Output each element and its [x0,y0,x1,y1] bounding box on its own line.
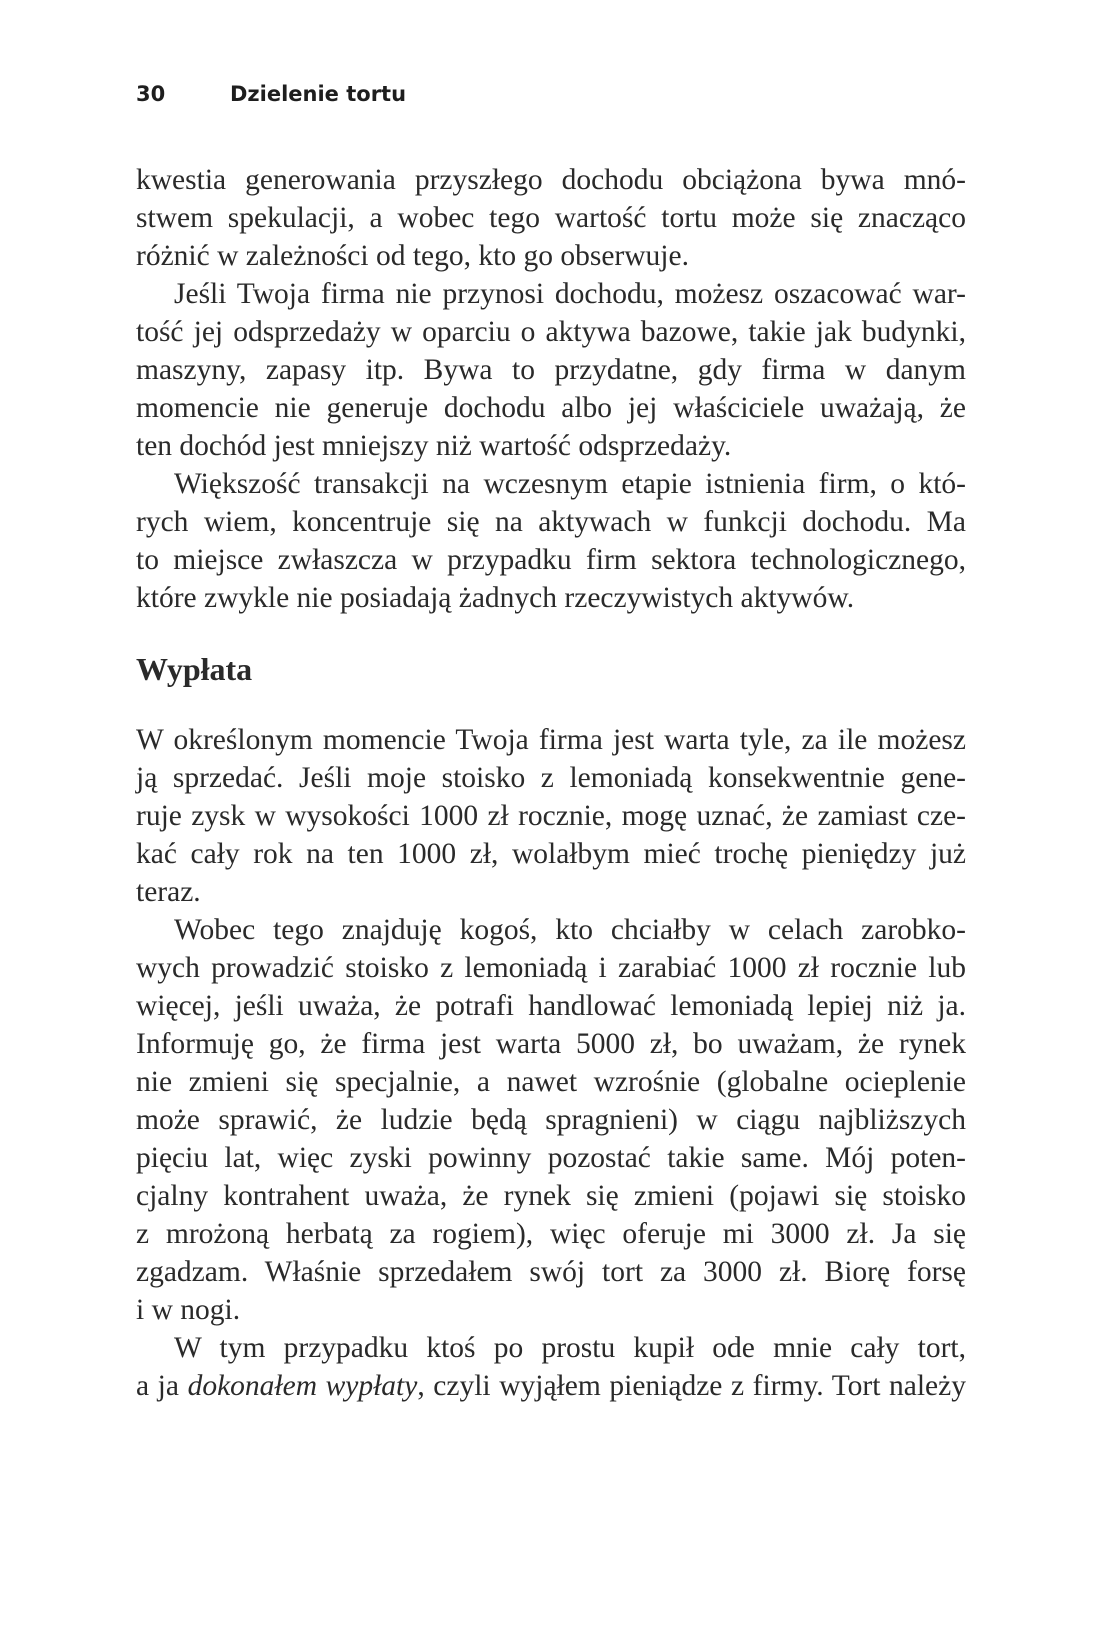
text-line: zgadzam. Właśnie sprzedałem swój tort za 3000 zł. Biorę forsę [136,1256,966,1288]
text-run: , czyli wyjąłem pieniądze z firmy. Tort należy [417,1370,966,1402]
text-line: to miejsce zwłaszcza w przypadku firm sektora technologicznego, [136,544,966,576]
text-line: może sprawić, że ludzie będą spragnieni) w ciągu najbliższych [136,1104,966,1136]
page-number: 30 [136,82,166,106]
text-line: W określonym momencie Twoja firma jest warta tyle, za ile możesz [136,724,966,756]
text-line: nie zmieni się specjalnie, a nawet wzrośnie (globalne ocieplenie [136,1066,966,1098]
text-line: Większość transakcji na wczesnym etapie istnienia firm, o któ- [174,468,966,500]
text-line: Wobec tego znajduję kogoś, kto chciałby w celach zarobko- [174,914,966,946]
text-line: kać cały rok na ten 1000 zł, wolałbym mieć trochę pieniędzy już [136,838,966,870]
text-line: kwestia generowania przyszłego dochodu obciążona bywa mnó- [136,164,966,196]
chapter-title: Dzielenie tortu [230,82,407,106]
text-run: a ja [136,1370,188,1402]
text-line: pięciu lat, więc zyski powinny pozostać takie same. Mój poten- [136,1142,966,1174]
text-line: z mrożoną herbatą za rogiem), więc oferuje mi 3000 zł. Ja się [136,1218,966,1250]
text-line: cjalny kontrahent uważa, że rynek się zmieni (pojawi się stoisko [136,1180,966,1212]
emphasized-term: dokonałem wypłaty [187,1370,418,1402]
text-line: maszyny, zapasy itp. Bywa to przydatne, gdy firma w danym [136,354,966,386]
text-line: momencie nie generuje dochodu albo jej właściciele uważają, że [136,392,966,424]
section-heading: Wypłata [136,651,253,687]
running-head [136,82,406,106]
text-line: które zwykle nie posiadają żadnych rzeczywistych aktywów. [136,582,855,614]
text-line: ją sprzedać. Jeśli moje stoisko z lemoniadą konsekwentnie gene- [136,762,966,794]
text-line [136,1367,966,1405]
text-line: teraz. [136,876,201,908]
text-line: Informuję go, że firma jest warta 5000 zł, bo uważam, że rynek [136,1028,966,1060]
text-line: ten dochód jest mniejszy niż wartość odsprzedaży. [136,430,732,462]
text-line: rych wiem, koncentruje się na aktywach w funkcji dochodu. Ma [136,506,966,538]
text-line: wych prowadzić stoisko z lemoniadą i zarabiać 1000 zł rocznie lub [136,952,966,984]
text-line: W tym przypadku ktoś po prostu kupił ode mnie cały tort, [174,1332,966,1364]
text-line: więcej, jeśli uważa, że potrafi handlować lemoniadą lepiej niż ja. [136,990,966,1022]
text-line: Jeśli Twoja firma nie przynosi dochodu, możesz oszacować war- [174,278,966,310]
text-line: stwem spekulacji, a wobec tego wartość tortu może się znacząco [136,202,966,234]
text-line: i w nogi. [136,1294,241,1326]
text-line: tość jej odsprzedaży w oparciu o aktywa bazowe, takie jak budynki, [136,316,966,348]
text-line: różnić w zależności od tego, kto go obserwuje. [136,240,689,272]
text-line: ruje zysk w wysokości 1000 zł rocznie, mogę uznać, że zamiast cze- [136,800,966,832]
